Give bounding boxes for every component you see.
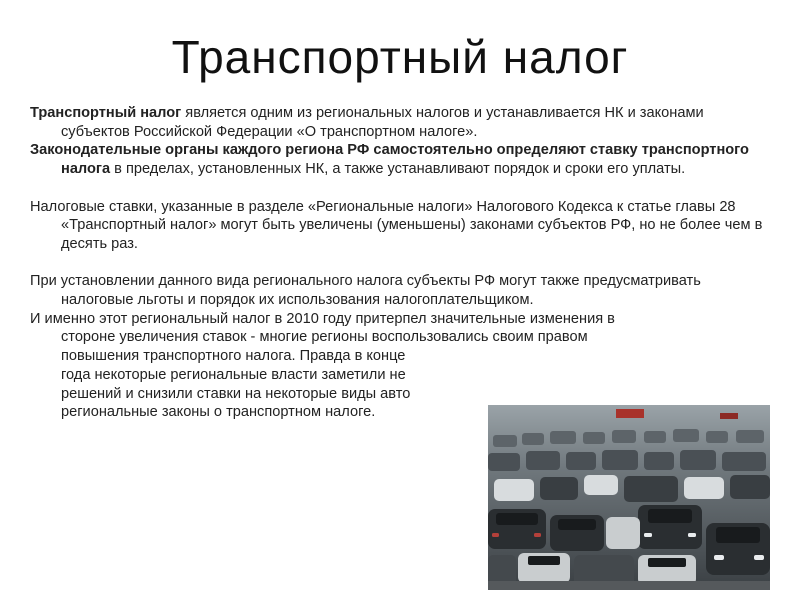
paragraph-benefits: При установлении данного вида регионального налога субъекты РФ могут также предусматривать налоговые льготы и порядок их использования налогоплательщиком.: [30, 273, 701, 308]
definition-text: является одним из региональных налогов и устанавливается НК и законами субъектов Российской Федерации «О транспортном налоге».: [61, 105, 704, 140]
slide-title: Транспортный налог: [171, 31, 629, 83]
paragraph-definition: [30, 104, 770, 141]
changes-line-6: региональные законы о транспортном налоге.: [61, 404, 376, 421]
paragraph-tax-rates: Налоговые ставки, указанные в разделе «Региональные налоги» Налогового Кодекса к статье главы 28 «Транспортный налог» могут быть увеличены (уменьшены) законами субъектов РФ, но не более чем в десять раз.: [30, 198, 763, 252]
changes-line-4: года некоторые региональные власти заметили не: [61, 366, 406, 383]
slide-body: [30, 104, 770, 422]
changes-line-2: стороне увеличения ставок - многие регионы воспользовались своим правом: [61, 329, 588, 346]
changes-line-1: И именно этот региональный налог в 2010 году притерпел значительные изменения в: [30, 310, 615, 327]
spacer: [30, 179, 770, 198]
definition-term: Транспортный налог: [30, 105, 182, 121]
traffic-jam-photo: [488, 405, 770, 590]
changes-line-3: повышения транспортного налога. Правда в конце: [61, 348, 406, 365]
changes-line-5: решений и снизили ставки на некоторые виды авто: [61, 385, 411, 402]
legislative-bodies-bold: Законодательные органы каждого региона РФ самостоятельно определяют ставку транспортного налога: [30, 142, 749, 178]
spacer: [30, 254, 770, 273]
legislative-bodies-text: в пределах, установленных НК, а также устанавливают порядок и сроки его уплаты.: [110, 161, 686, 178]
paragraph-legislative-bodies: [30, 141, 770, 178]
